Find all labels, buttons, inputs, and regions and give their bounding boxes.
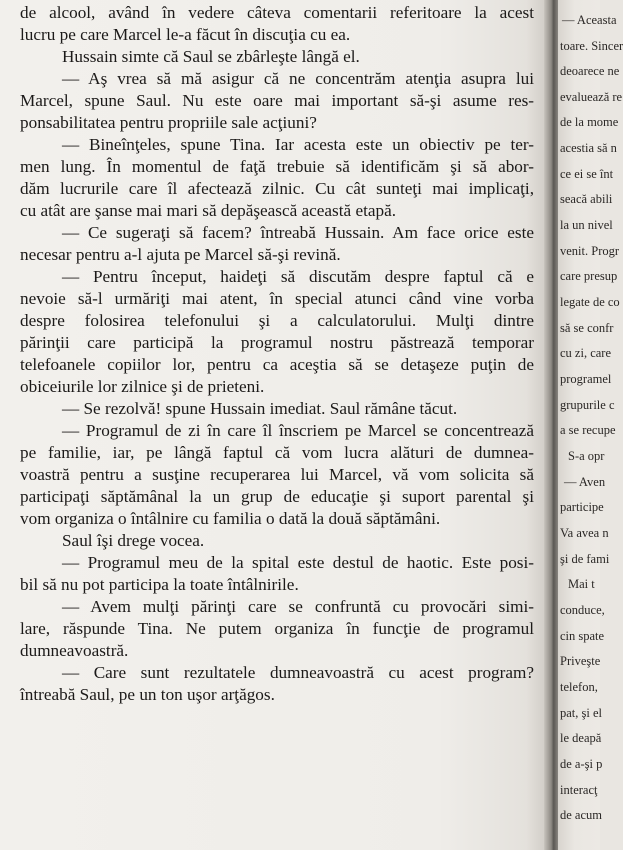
- text-line: — Ce sugeraţi să facem? întreabă Hussain. Am face orice este: [62, 223, 534, 242]
- text-fragment: Va avea n: [560, 526, 609, 540]
- text-line: Hussain simte că Saul se zbârleşte lângă el.: [62, 47, 360, 66]
- text-line: Marcel, spune Saul. Nu este oare mai important să-şi asume res-: [20, 91, 534, 110]
- text-line: lucru pe care Marcel le-a făcut în discuţia cu ea.: [20, 25, 351, 44]
- text-line: lare, răspunde Tina. Ne putem organiza în funcţie de programul: [20, 619, 534, 638]
- text-fragment: participe: [560, 500, 604, 514]
- text-line: dăm lucrurile care îl afectează zilnic. Cu cât sunteţi mai implicaţi,: [20, 179, 534, 198]
- text-fragment: Mai t: [568, 577, 595, 591]
- text-fragment: evaluează re: [560, 90, 623, 104]
- text-fragment: programel: [560, 372, 612, 386]
- text-line: — Care sunt rezultatele dumneavoastră cu acest program?: [62, 663, 534, 682]
- text-fragment: de la mome: [560, 115, 619, 129]
- text-fragment: cin spate: [560, 629, 605, 643]
- text-line: bil să nu pot participa la toate întâlnirile.: [20, 575, 299, 594]
- text-line: telefoanele copiilor lor, pentru ca aceştia să se detaşeze puţin de: [20, 355, 534, 374]
- text-line: de alcool, având în vedere câteva comentarii referitoare la acest: [20, 3, 534, 22]
- text-fragment: acestia să n: [560, 141, 617, 155]
- text-fragment: conduce,: [560, 603, 605, 617]
- text-fragment: ce ei se înt: [560, 167, 614, 181]
- text-line: obiceiurile lor zilnice şi de prieteni.: [20, 377, 265, 396]
- text-line: voastră pentru a susţine recuperarea lui Marcel, vă vom solicita să: [20, 465, 534, 484]
- text-fragment: şi de fami: [560, 552, 610, 566]
- text-fragment: Priveşte: [560, 654, 601, 668]
- text-fragment: pat, şi el: [560, 706, 603, 720]
- text-fragment: de acum: [560, 808, 602, 822]
- text-fragment: legate de co: [560, 295, 620, 309]
- text-line: — Bineînţeles, spune Tina. Iar acesta este un obiectiv pe ter-: [62, 135, 534, 154]
- text-fragment: deoarece ne: [560, 64, 620, 78]
- text-line: nevoie să-l urmăriţi mai atent, în special atunci când vine vorba: [20, 289, 534, 308]
- text-line: dumneavoastră.: [20, 641, 129, 660]
- text-line: — Avem mulţi părinţi care se confruntă cu provocări simi-: [62, 597, 534, 616]
- text-line: men lung. În momentul de faţă trebuie să identificăm şi să abor-: [20, 157, 534, 176]
- text-line: necesar pentru a-l ajuta pe Marcel să-şi revină.: [20, 245, 341, 264]
- text-line: Saul îşi drege vocea.: [62, 531, 205, 550]
- text-line: părinţii care participă la programul nostru păstrează temporar: [20, 333, 534, 352]
- text-fragment: interacţ: [560, 783, 598, 797]
- text-line: ponsabilitatea pentru propriile sale acţiuni?: [20, 113, 317, 132]
- text-fragment: — Aceasta: [562, 13, 617, 27]
- text-fragment: să se confr: [560, 321, 614, 335]
- text-fragment: — Aven: [564, 475, 606, 489]
- text-fragment: S-a opr: [568, 449, 605, 463]
- text-fragment: toare. Sincer: [560, 39, 623, 53]
- text-line: participaţi săptămânal la un grup de educaţie şi suport parental şi: [20, 487, 534, 506]
- text-line: — Programul de zi în care îl înscriem pe Marcel se concentrează: [62, 421, 534, 440]
- text-line: — Aş vrea să mă asigur că ne concentrăm atenţia asupra lui: [62, 69, 534, 88]
- text-fragment: la un nivel: [560, 218, 613, 232]
- text-fragment: telefon,: [560, 680, 598, 694]
- text-line: — Programul meu de la spital este destul de haotic. Este posi-: [62, 553, 534, 572]
- text-line: — Se rezolvă! spune Hussain imediat. Saul rămâne tăcut.: [62, 399, 458, 418]
- text-line: — Pentru început, haideţi să discutăm despre faptul că e: [62, 267, 534, 286]
- text-fragment: venit. Progr: [560, 244, 620, 258]
- text-line: vom organiza o întâlnire cu familia o dată la două săptămâni.: [20, 509, 441, 528]
- text-line: cu atât are şanse mai mari să depăşească această etapă.: [20, 201, 396, 220]
- text-fragment: seacă abili: [560, 192, 613, 206]
- text-line: întreabă Saul, pe un ton uşor arţăgos.: [20, 685, 275, 704]
- text-line: pe familie, iar, pe lângă faptul că vom lucra alături de dumnea-: [20, 443, 534, 462]
- text-line: despre folosirea telefonului şi a calculatorului. Mulţi dintre: [20, 311, 534, 330]
- text-fragment: cu zi, care: [560, 346, 612, 360]
- text-fragment: care presup: [560, 269, 618, 283]
- right-page-fragment: [558, 0, 623, 850]
- text-fragment: de a-şi p: [560, 757, 603, 771]
- text-fragment: grupurile c: [560, 398, 615, 412]
- text-fragment: a se recupe: [560, 423, 616, 437]
- text-fragment: le deapă: [560, 731, 602, 745]
